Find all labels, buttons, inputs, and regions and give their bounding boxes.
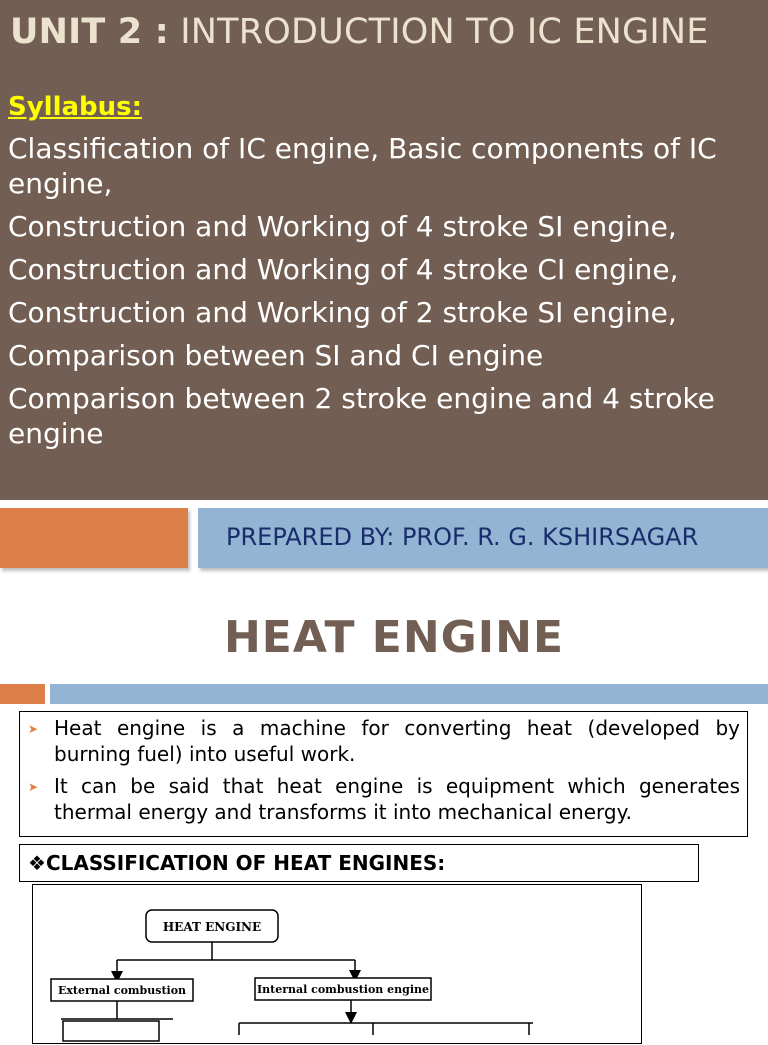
bullet-text: It can be said that heat engine is equipment which generates thermal energy and transforms it into mechanical energy. — [54, 774, 740, 824]
syllabus-item: Construction and Working of 4 stroke SI engine, — [8, 210, 677, 243]
slide-intro — [0, 0, 768, 500]
bullet-item — [28, 773, 740, 825]
prepared-by-bar — [0, 500, 768, 580]
syllabus-item: Comparison between 2 stroke engine and 4 stroke engine — [8, 382, 715, 450]
classification-heading: CLASSIFICATION OF HEAT ENGINES: — [45, 851, 446, 875]
unit-prefix: UNIT 2 : — [10, 12, 169, 52]
root-label: HEAT ENGINE — [162, 920, 262, 934]
arrow-bullet-icon: ➤ — [28, 780, 39, 794]
unit-title-text: INTRODUCTION TO IC ENGINE — [180, 12, 709, 52]
syllabus-list — [8, 131, 760, 451]
syllabus-heading: Syllabus: — [8, 92, 143, 122]
syllabus-item: Construction and Working of 4 stroke CI engine, — [8, 253, 679, 286]
arrow-bullet-icon: ➤ — [28, 722, 39, 736]
external-label: External combustion — [57, 984, 187, 997]
orange-accent-block — [0, 508, 188, 568]
bullet-text: Heat engine is a machine for converting heat (developed by burning fuel) into useful work. — [54, 716, 740, 766]
bullet-item — [28, 715, 740, 767]
diamond-bullet-icon: ❖ — [28, 851, 46, 875]
prepared-by-text: PREPARED BY: PROF. R. G. KSHIRSAGAR — [226, 523, 699, 551]
blue-accent-block — [198, 508, 768, 568]
definition-box — [19, 711, 748, 837]
syllabus-item: Comparison between SI and CI engine — [8, 339, 544, 372]
orange-accent-bar — [0, 684, 45, 704]
classification-diagram — [32, 884, 642, 1044]
diagram-svg — [33, 885, 643, 1045]
slide-title: HEAT ENGINE — [223, 612, 565, 663]
unit-title — [10, 12, 709, 52]
blue-accent-bar — [50, 684, 768, 704]
syllabus-item: Construction and Working of 2 stroke SI engine, — [8, 296, 677, 329]
internal-label: Internal combustion engine — [257, 983, 429, 996]
classification-heading-box — [19, 844, 699, 882]
syllabus-item: Classification of IC engine, Basic components of IC engine, — [8, 132, 717, 200]
